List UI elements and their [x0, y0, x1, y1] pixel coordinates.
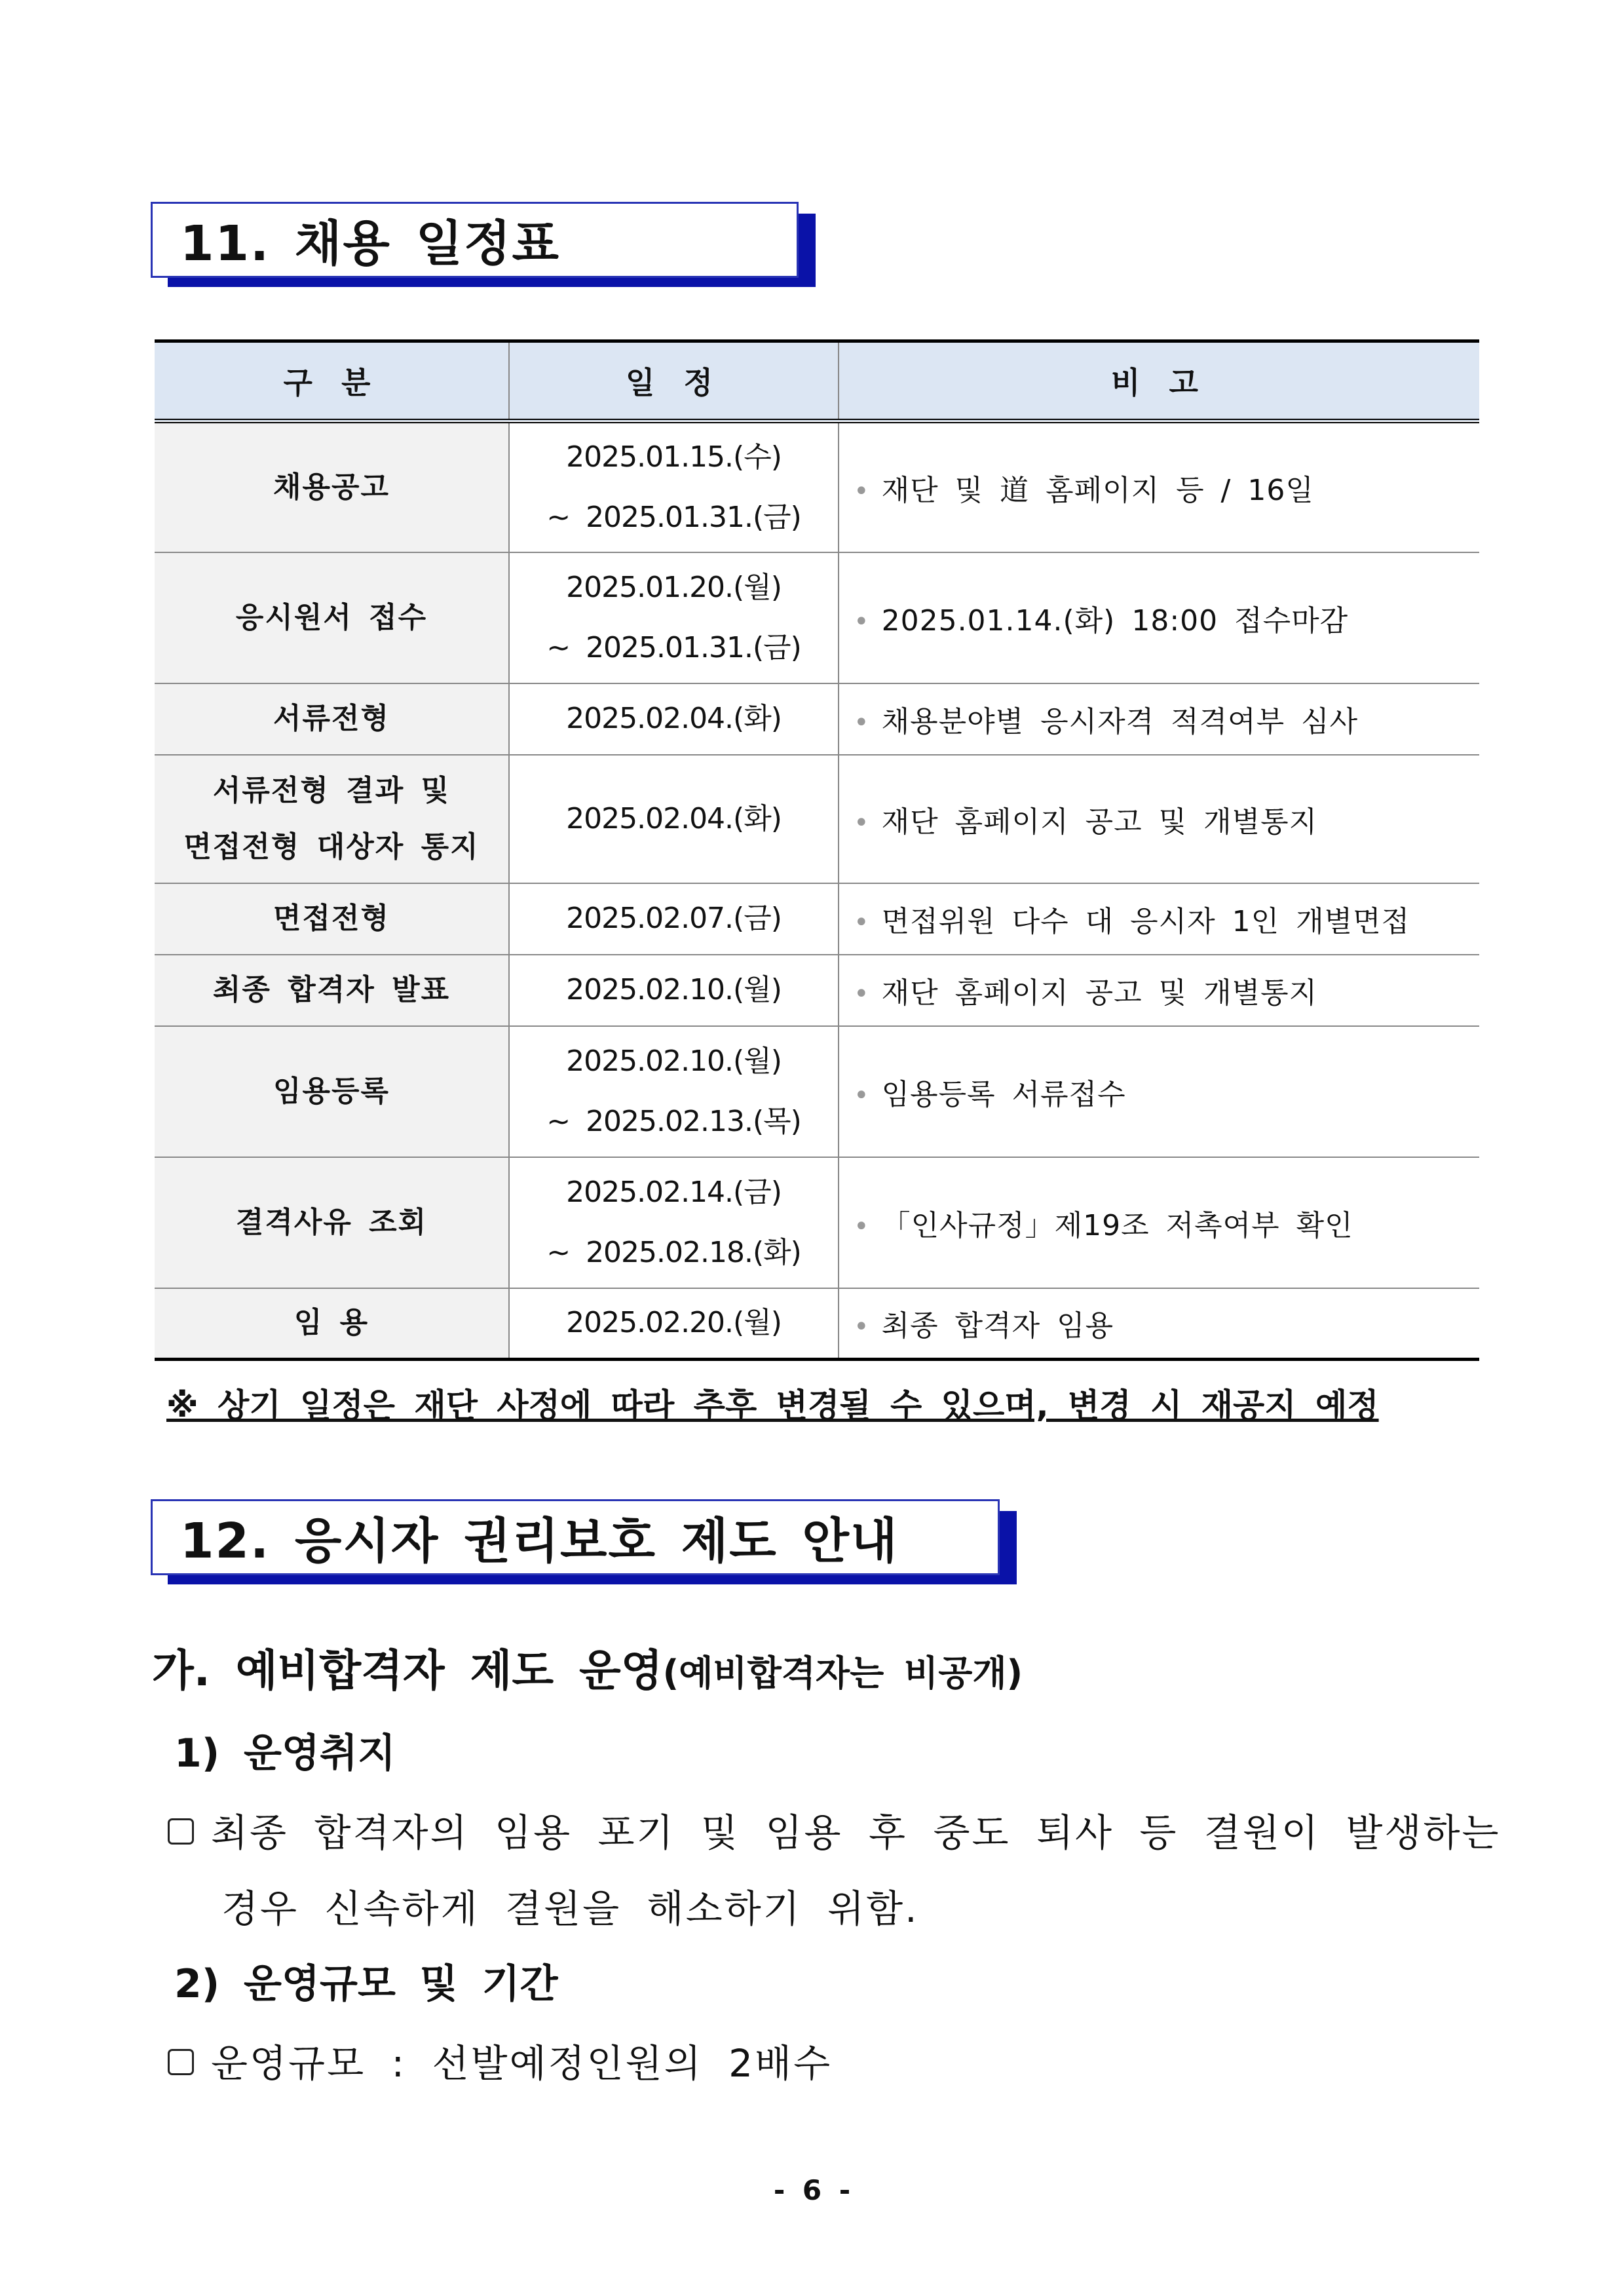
date-start: 2025.01.15.(수)	[566, 440, 782, 474]
row-note	[839, 683, 1479, 755]
row-date: 2025.02.04.(화)	[509, 683, 839, 755]
row-date	[509, 1157, 839, 1288]
row-category: 임용등록	[155, 1026, 509, 1157]
row-note	[839, 755, 1479, 883]
note-text: 면접위원 다수 대 응시자 1인 개별면접	[881, 905, 1410, 938]
note-text: 재단 홈페이지 공고 및 개별통지	[881, 976, 1318, 1010]
header-date: 일 정	[509, 341, 839, 421]
row-category: 결격사유 조회	[155, 1157, 509, 1288]
note-text: 재단 홈페이지 공고 및 개별통지	[881, 805, 1318, 839]
note-text: 임용등록 서류접수	[881, 1077, 1126, 1111]
row-date	[509, 421, 839, 552]
bullet-icon: •	[854, 979, 870, 1009]
section-11-title: 11. 채용 일정표	[151, 202, 799, 278]
table-row	[155, 1157, 1479, 1288]
row-category: 응시원서 접수	[155, 552, 509, 683]
category-line1: 서류전형 결과 및	[212, 773, 451, 807]
bullet-icon: •	[854, 1080, 870, 1111]
row-note	[839, 883, 1479, 955]
checkbox-icon	[168, 1818, 194, 1845]
row-category: 최종 합격자 발표	[155, 955, 509, 1026]
row-category: 서류전형	[155, 683, 509, 755]
row-date	[509, 1026, 839, 1157]
tilde: ~	[546, 1104, 571, 1138]
row-note	[839, 1026, 1479, 1157]
bullet-icon: •	[854, 1312, 870, 1343]
note-text: 2025.01.14.(화) 18:00 접수마감	[881, 603, 1349, 638]
category-line2: 면접전형 대상자 통지	[183, 830, 480, 864]
purpose-text: 최종 합격자의 임용 포기 및 임용 후 중도 퇴사 등 결원이 발생하는	[211, 1810, 1501, 1855]
row-category	[155, 755, 509, 883]
scale-text: 운영규모 : 선발예정인원의 2배수	[211, 2041, 833, 2086]
date-end: 2025.01.31.(금)	[586, 500, 801, 534]
page-number: - 6 -	[773, 2174, 851, 2206]
note-text: 채용분야별 응시자격 적격여부 심사	[881, 705, 1359, 738]
purpose-paragraph-line1	[168, 1802, 1501, 1857]
date-end: 2025.01.31.(금)	[586, 630, 801, 664]
date-start: 2025.02.10.(월)	[566, 1044, 782, 1078]
bullet-icon: •	[854, 476, 870, 507]
purpose-paragraph-line2: 경우 신속하게 결원을 해소하기 위함.	[221, 1886, 919, 1931]
bullet-icon: •	[854, 606, 870, 637]
subsection-1-heading: 1) 운영취지	[174, 1731, 396, 1776]
row-category: 면접전형	[155, 883, 509, 955]
row-category: 임 용	[155, 1288, 509, 1360]
checkbox-icon	[168, 2049, 194, 2075]
tilde: ~	[546, 1235, 571, 1269]
subsection-ga-title: 가. 예비합격자 제도 운영	[152, 1645, 663, 1696]
note-text: 재단 및 道 홈페이지 등 / 16일	[881, 473, 1314, 507]
row-date: 2025.02.07.(금)	[509, 883, 839, 955]
table-row	[155, 755, 1479, 883]
table-row	[155, 683, 1479, 755]
section-11-header	[151, 202, 816, 287]
scale-paragraph	[168, 2033, 832, 2088]
date-start: 2025.02.14.(금)	[566, 1175, 782, 1209]
row-note	[839, 1157, 1479, 1288]
section-12-title: 12. 응시자 권리보호 제도 안내	[151, 1499, 1000, 1575]
tilde: ~	[546, 630, 571, 664]
row-note	[839, 1288, 1479, 1360]
table-row	[155, 421, 1479, 552]
table-row	[155, 955, 1479, 1026]
subsection-2-heading: 2) 운영규모 및 기간	[174, 1961, 558, 2007]
row-note	[839, 421, 1479, 552]
header-note: 비 고	[839, 341, 1479, 421]
section-12-header	[151, 1499, 1017, 1584]
row-note	[839, 955, 1479, 1026]
bullet-icon: •	[854, 908, 870, 938]
bullet-icon: •	[854, 807, 870, 838]
row-date: 2025.02.10.(월)	[509, 955, 839, 1026]
row-date: 2025.02.04.(화)	[509, 755, 839, 883]
table-row	[155, 1288, 1479, 1360]
date-end: 2025.02.18.(화)	[586, 1235, 801, 1269]
note-text: 최종 합격자 임용	[881, 1309, 1114, 1343]
bullet-icon: •	[854, 708, 870, 738]
table-header-row	[155, 341, 1479, 421]
table-row	[155, 552, 1479, 683]
date-start: 2025.01.20.(월)	[566, 570, 782, 604]
subsection-ga-heading	[152, 1636, 1023, 1698]
subsection-ga-paren: (예비합격자는 비공개)	[662, 1653, 1023, 1694]
row-date	[509, 552, 839, 683]
date-end: 2025.02.13.(목)	[586, 1104, 801, 1138]
row-category: 채용공고	[155, 421, 509, 552]
row-note	[839, 552, 1479, 683]
schedule-table	[155, 339, 1479, 1361]
tilde: ~	[546, 500, 571, 534]
table-row	[155, 883, 1479, 955]
bullet-icon: •	[854, 1211, 870, 1242]
header-category: 구 분	[155, 341, 509, 421]
schedule-change-notice: ※ 상기 일정은 재단 사정에 따라 추후 변경될 수 있으며, 변경 시 재공지 예정	[166, 1387, 1379, 1425]
note-text: 「인사규정」제19조 저촉여부 확인	[881, 1208, 1353, 1242]
table-row	[155, 1026, 1479, 1157]
row-date: 2025.02.20.(월)	[509, 1288, 839, 1360]
